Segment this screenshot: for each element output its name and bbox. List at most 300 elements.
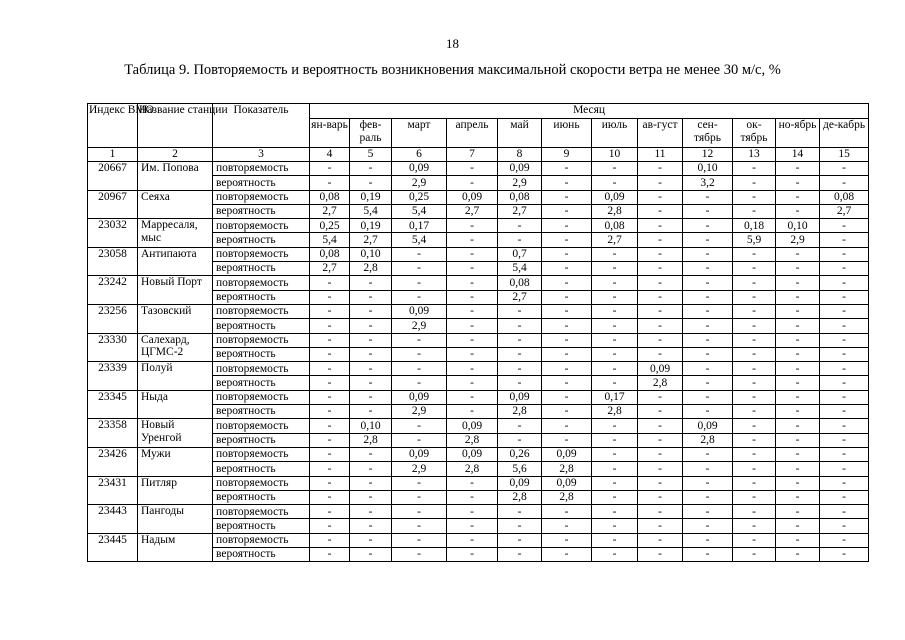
station-index: 23058 xyxy=(88,247,138,276)
value-cell: - xyxy=(683,447,733,461)
indicator-label: вероятность xyxy=(213,290,310,304)
value-cell: - xyxy=(447,319,498,333)
table-row xyxy=(88,219,869,233)
value-cell: - xyxy=(592,276,638,290)
header-month-cell: май xyxy=(498,119,542,148)
value-cell: - xyxy=(638,390,683,404)
station-index: 23242 xyxy=(88,276,138,305)
value-cell: - xyxy=(392,433,447,447)
value-cell: - xyxy=(447,347,498,361)
indicator-label: вероятность xyxy=(213,519,310,533)
value-cell: 0,10 xyxy=(776,219,820,233)
header-column-number: 5 xyxy=(350,148,392,162)
value-cell: - xyxy=(392,476,447,490)
value-cell: 0,09 xyxy=(447,419,498,433)
value-cell: - xyxy=(820,233,869,247)
value-cell: - xyxy=(447,362,498,376)
value-cell: 5,4 xyxy=(310,233,350,247)
wind-table xyxy=(87,103,869,562)
value-cell: - xyxy=(638,319,683,333)
value-cell: - xyxy=(310,276,350,290)
table-row xyxy=(88,362,869,376)
value-cell: - xyxy=(776,276,820,290)
table-row xyxy=(88,419,869,433)
value-cell: - xyxy=(820,433,869,447)
value-cell: - xyxy=(310,162,350,176)
value-cell: - xyxy=(542,290,592,304)
value-cell: - xyxy=(498,304,542,318)
station-name: Новый Уренгой xyxy=(138,419,213,448)
value-cell: - xyxy=(638,162,683,176)
value-cell: 0,09 xyxy=(498,476,542,490)
table-row xyxy=(88,333,869,347)
indicator-label: повторяемость xyxy=(213,219,310,233)
station-index: 23339 xyxy=(88,362,138,391)
header-month-cell: ок-тябрь xyxy=(733,119,776,148)
value-cell: - xyxy=(733,304,776,318)
value-cell: - xyxy=(592,433,638,447)
value-cell: - xyxy=(638,519,683,533)
value-cell: - xyxy=(310,548,350,562)
value-cell: - xyxy=(592,505,638,519)
value-cell: - xyxy=(310,490,350,504)
value-cell: - xyxy=(350,519,392,533)
station-name: Надым xyxy=(138,533,213,562)
value-cell: - xyxy=(820,176,869,190)
indicator-label: повторяемость xyxy=(213,276,310,290)
value-cell: - xyxy=(447,176,498,190)
station-index: 23345 xyxy=(88,390,138,419)
value-cell: - xyxy=(638,533,683,547)
value-cell: 2,7 xyxy=(310,262,350,276)
value-cell: 2,9 xyxy=(392,405,447,419)
value-cell: - xyxy=(498,533,542,547)
value-cell: - xyxy=(542,405,592,419)
value-cell: - xyxy=(820,162,869,176)
station-index: 23443 xyxy=(88,505,138,534)
indicator-label: повторяемость xyxy=(213,390,310,404)
station-name: Антипаюта xyxy=(138,247,213,276)
header-index: Индекс ВМО xyxy=(88,104,138,148)
station-index: 23330 xyxy=(88,333,138,362)
header-month-cell: фев-раль xyxy=(350,119,392,148)
header-column-number: 13 xyxy=(733,148,776,162)
value-cell: - xyxy=(683,247,733,261)
value-cell: - xyxy=(498,519,542,533)
value-cell: - xyxy=(820,390,869,404)
header-indicator: Показатель xyxy=(213,104,310,148)
header-column-number: 6 xyxy=(392,148,447,162)
value-cell: - xyxy=(820,447,869,461)
value-cell: - xyxy=(310,519,350,533)
value-cell: - xyxy=(733,390,776,404)
value-cell: - xyxy=(683,262,733,276)
value-cell: - xyxy=(776,405,820,419)
value-cell: - xyxy=(392,419,447,433)
value-cell: - xyxy=(733,347,776,361)
value-cell: - xyxy=(733,433,776,447)
header-column-number: 10 xyxy=(592,148,638,162)
value-cell: - xyxy=(820,276,869,290)
value-cell: - xyxy=(776,319,820,333)
indicator-label: вероятность xyxy=(213,319,310,333)
value-cell: - xyxy=(820,405,869,419)
value-cell: - xyxy=(592,347,638,361)
value-cell: - xyxy=(542,433,592,447)
value-cell: - xyxy=(350,390,392,404)
value-cell: - xyxy=(776,505,820,519)
value-cell: - xyxy=(733,490,776,504)
value-cell: - xyxy=(350,290,392,304)
value-cell: - xyxy=(350,333,392,347)
value-cell: 0,26 xyxy=(498,447,542,461)
station-name: Пангоды xyxy=(138,505,213,534)
value-cell: - xyxy=(638,176,683,190)
value-cell: - xyxy=(310,176,350,190)
value-cell: 0,10 xyxy=(350,247,392,261)
value-cell: - xyxy=(683,476,733,490)
value-cell: - xyxy=(592,290,638,304)
value-cell: - xyxy=(542,204,592,218)
value-cell: - xyxy=(638,333,683,347)
value-cell: - xyxy=(638,190,683,204)
value-cell: 2,8 xyxy=(542,490,592,504)
value-cell: - xyxy=(350,347,392,361)
value-cell: - xyxy=(350,505,392,519)
value-cell: - xyxy=(820,290,869,304)
value-cell: - xyxy=(683,347,733,361)
station-name: Сеяха xyxy=(138,190,213,219)
value-cell: 0,09 xyxy=(542,476,592,490)
value-cell: 2,8 xyxy=(683,433,733,447)
value-cell: - xyxy=(498,376,542,390)
value-cell: - xyxy=(542,376,592,390)
value-cell: - xyxy=(638,447,683,461)
value-cell: - xyxy=(592,419,638,433)
header-month-cell: ян-варь xyxy=(310,119,350,148)
indicator-label: повторяемость xyxy=(213,304,310,318)
value-cell: - xyxy=(733,319,776,333)
indicator-label: вероятность xyxy=(213,490,310,504)
value-cell: - xyxy=(350,319,392,333)
value-cell: 0,10 xyxy=(683,162,733,176)
station-index: 23032 xyxy=(88,219,138,248)
value-cell: - xyxy=(683,519,733,533)
value-cell: 0,08 xyxy=(498,190,542,204)
value-cell: - xyxy=(542,519,592,533)
value-cell: - xyxy=(592,262,638,276)
value-cell: 2,8 xyxy=(498,405,542,419)
value-cell: 2,8 xyxy=(542,462,592,476)
value-cell: - xyxy=(310,376,350,390)
table-body xyxy=(88,162,869,562)
value-cell: - xyxy=(542,505,592,519)
value-cell: 0,09 xyxy=(638,362,683,376)
value-cell: - xyxy=(542,233,592,247)
value-cell: - xyxy=(776,204,820,218)
value-cell: - xyxy=(498,233,542,247)
value-cell: 0,09 xyxy=(683,419,733,433)
station-index: 23445 xyxy=(88,533,138,562)
value-cell: - xyxy=(638,419,683,433)
value-cell: - xyxy=(820,304,869,318)
value-cell: - xyxy=(310,290,350,304)
value-cell: - xyxy=(542,262,592,276)
indicator-label: вероятность xyxy=(213,462,310,476)
value-cell: 0,08 xyxy=(592,219,638,233)
value-cell: - xyxy=(733,204,776,218)
value-cell: - xyxy=(683,505,733,519)
value-cell: - xyxy=(776,462,820,476)
value-cell: - xyxy=(592,462,638,476)
value-cell: - xyxy=(392,247,447,261)
value-cell: - xyxy=(638,490,683,504)
value-cell: - xyxy=(447,405,498,419)
value-cell: 2,9 xyxy=(392,176,447,190)
value-cell: 2,7 xyxy=(350,233,392,247)
value-cell: - xyxy=(638,405,683,419)
value-cell: - xyxy=(820,333,869,347)
header-column-number: 14 xyxy=(776,148,820,162)
value-cell: - xyxy=(820,519,869,533)
value-cell: 0,10 xyxy=(350,419,392,433)
value-cell: - xyxy=(392,290,447,304)
value-cell: - xyxy=(310,405,350,419)
value-cell: - xyxy=(638,347,683,361)
table-title: Таблица 9. Повторяемость и вероятность возникновения максимальной скорости ветра не менее 30 м/с, % xyxy=(124,62,781,78)
station-index: 23431 xyxy=(88,476,138,505)
value-cell: - xyxy=(776,433,820,447)
value-cell: - xyxy=(733,462,776,476)
value-cell: - xyxy=(447,247,498,261)
header-numbers-row xyxy=(88,148,869,162)
value-cell: - xyxy=(683,233,733,247)
value-cell: - xyxy=(820,419,869,433)
value-cell: 5,4 xyxy=(350,204,392,218)
value-cell: - xyxy=(592,490,638,504)
value-cell: - xyxy=(638,262,683,276)
header-column-number: 1 xyxy=(88,148,138,162)
value-cell: - xyxy=(776,533,820,547)
value-cell: - xyxy=(776,447,820,461)
value-cell: 0,08 xyxy=(820,190,869,204)
station-index: 20967 xyxy=(88,190,138,219)
value-cell: 2,9 xyxy=(498,176,542,190)
value-cell: - xyxy=(820,376,869,390)
page-number: 18 xyxy=(446,36,459,51)
value-cell: - xyxy=(350,447,392,461)
value-cell: - xyxy=(776,162,820,176)
header-column-number: 2 xyxy=(138,148,213,162)
value-cell: 0,09 xyxy=(392,162,447,176)
table-row xyxy=(88,190,869,204)
value-cell: - xyxy=(733,276,776,290)
station-name: Тазовский xyxy=(138,304,213,333)
indicator-label: повторяемость xyxy=(213,247,310,261)
value-cell: - xyxy=(683,204,733,218)
header-month-cell: июль xyxy=(592,119,638,148)
table-row xyxy=(88,533,869,547)
value-cell: 0,09 xyxy=(592,190,638,204)
value-cell: 0,09 xyxy=(447,190,498,204)
value-cell: - xyxy=(447,376,498,390)
station-index: 20667 xyxy=(88,162,138,191)
indicator-label: повторяемость xyxy=(213,505,310,519)
value-cell: - xyxy=(310,533,350,547)
value-cell: - xyxy=(350,490,392,504)
value-cell: - xyxy=(310,447,350,461)
value-cell: - xyxy=(733,519,776,533)
value-cell: 0,09 xyxy=(392,304,447,318)
station-name: Марресаля, мыс xyxy=(138,219,213,248)
value-cell: 0,08 xyxy=(498,276,542,290)
indicator-label: вероятность xyxy=(213,176,310,190)
value-cell: - xyxy=(638,276,683,290)
value-cell: - xyxy=(447,276,498,290)
table-row xyxy=(88,162,869,176)
value-cell: - xyxy=(498,219,542,233)
value-cell: - xyxy=(447,390,498,404)
value-cell: - xyxy=(820,476,869,490)
value-cell: 0,19 xyxy=(350,219,392,233)
value-cell: - xyxy=(638,233,683,247)
value-cell: - xyxy=(776,176,820,190)
value-cell: - xyxy=(683,405,733,419)
table-row xyxy=(88,505,869,519)
table-row xyxy=(88,390,869,404)
value-cell: - xyxy=(592,548,638,562)
header-column-number: 8 xyxy=(498,148,542,162)
value-cell: 2,8 xyxy=(350,262,392,276)
station-name: Полуй xyxy=(138,362,213,391)
value-cell: 0,25 xyxy=(392,190,447,204)
value-cell: 2,7 xyxy=(498,290,542,304)
value-cell: - xyxy=(447,548,498,562)
value-cell: - xyxy=(776,390,820,404)
value-cell: 0,09 xyxy=(498,162,542,176)
value-cell: 5,9 xyxy=(733,233,776,247)
header-column-number: 11 xyxy=(638,148,683,162)
value-cell: - xyxy=(683,290,733,304)
value-cell: - xyxy=(498,419,542,433)
value-cell: 2,8 xyxy=(498,490,542,504)
value-cell: - xyxy=(447,290,498,304)
value-cell: 5,4 xyxy=(392,204,447,218)
value-cell: - xyxy=(542,533,592,547)
table-header xyxy=(88,104,869,162)
value-cell: - xyxy=(392,347,447,361)
value-cell: - xyxy=(592,362,638,376)
header-month-cell: де-кабрь xyxy=(820,119,869,148)
value-cell: 2,8 xyxy=(447,433,498,447)
header-column-number: 12 xyxy=(683,148,733,162)
value-cell: - xyxy=(498,347,542,361)
header-column-number: 4 xyxy=(310,148,350,162)
value-cell: - xyxy=(638,204,683,218)
value-cell: - xyxy=(310,419,350,433)
value-cell: 2,8 xyxy=(350,433,392,447)
value-cell: 2,8 xyxy=(592,204,638,218)
station-name: Мужи xyxy=(138,447,213,476)
value-cell: - xyxy=(733,447,776,461)
value-cell: - xyxy=(392,333,447,347)
value-cell: - xyxy=(638,433,683,447)
value-cell: - xyxy=(733,476,776,490)
value-cell: - xyxy=(542,333,592,347)
value-cell: - xyxy=(638,505,683,519)
value-cell: - xyxy=(392,362,447,376)
value-cell: - xyxy=(350,533,392,547)
value-cell: - xyxy=(820,347,869,361)
station-index: 23358 xyxy=(88,419,138,448)
value-cell: - xyxy=(638,462,683,476)
value-cell: - xyxy=(776,304,820,318)
value-cell: - xyxy=(733,533,776,547)
value-cell: - xyxy=(447,519,498,533)
table-row xyxy=(88,276,869,290)
value-cell: - xyxy=(310,304,350,318)
indicator-label: повторяемость xyxy=(213,533,310,547)
value-cell: - xyxy=(310,362,350,376)
indicator-label: повторяемость xyxy=(213,333,310,347)
value-cell: - xyxy=(638,476,683,490)
value-cell: - xyxy=(447,233,498,247)
value-cell: - xyxy=(542,162,592,176)
value-cell: 0,17 xyxy=(592,390,638,404)
station-name: Салехард, ЦГМС-2 xyxy=(138,333,213,362)
value-cell: - xyxy=(683,219,733,233)
value-cell: - xyxy=(683,533,733,547)
value-cell: - xyxy=(542,319,592,333)
value-cell: - xyxy=(310,333,350,347)
value-cell: - xyxy=(542,304,592,318)
table-row xyxy=(88,247,869,261)
value-cell: - xyxy=(683,390,733,404)
indicator-label: вероятность xyxy=(213,376,310,390)
value-cell: - xyxy=(542,419,592,433)
value-cell: - xyxy=(542,548,592,562)
value-cell: - xyxy=(592,247,638,261)
indicator-label: вероятность xyxy=(213,405,310,419)
value-cell: 2,8 xyxy=(447,462,498,476)
value-cell: - xyxy=(733,290,776,304)
value-cell: - xyxy=(820,262,869,276)
value-cell: - xyxy=(776,347,820,361)
value-cell: - xyxy=(592,162,638,176)
value-cell: - xyxy=(733,419,776,433)
table-row xyxy=(88,447,869,461)
value-cell: 2,7 xyxy=(447,204,498,218)
value-cell: - xyxy=(776,419,820,433)
value-cell: - xyxy=(310,433,350,447)
station-name: Им. Попова xyxy=(138,162,213,191)
indicator-label: повторяемость xyxy=(213,162,310,176)
header-column-number: 9 xyxy=(542,148,592,162)
value-cell: - xyxy=(447,162,498,176)
station-index: 23256 xyxy=(88,304,138,333)
value-cell: - xyxy=(733,190,776,204)
value-cell: - xyxy=(392,548,447,562)
value-cell: 0,7 xyxy=(498,247,542,261)
indicator-label: вероятность xyxy=(213,433,310,447)
header-month-cell: июнь xyxy=(542,119,592,148)
value-cell: - xyxy=(392,376,447,390)
value-cell: - xyxy=(776,190,820,204)
value-cell: - xyxy=(638,247,683,261)
value-cell: - xyxy=(733,505,776,519)
value-cell: - xyxy=(776,333,820,347)
value-cell: - xyxy=(820,247,869,261)
